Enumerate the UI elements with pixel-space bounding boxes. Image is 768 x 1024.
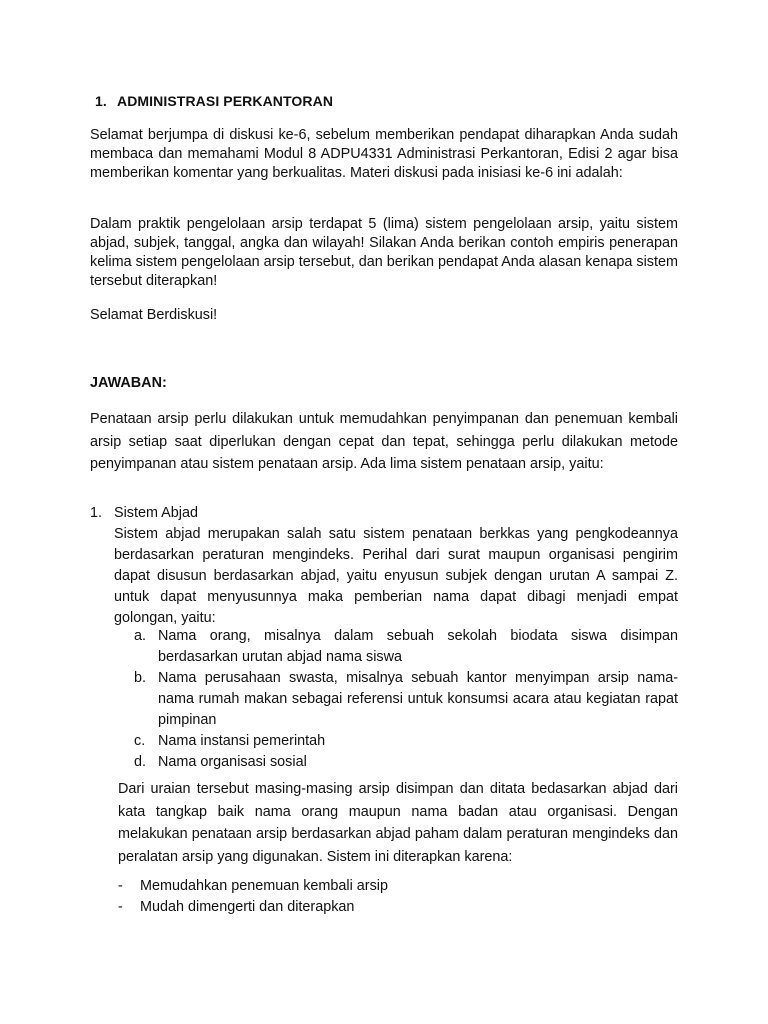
list-marker: c. [134,733,146,749]
list-item-text: Nama instansi pemerintah [158,733,326,749]
system-number: 1. [90,505,103,521]
list-marker: - [118,899,123,915]
list-item [134,668,678,731]
list-item [134,752,678,773]
intro-paragraph: Selamat berjumpa di diskusi ke-6, sebelum memberikan pendapat diharapkan Anda sudah membaca dan memahami Modul 8 ADPU4331 Administrasi Perkantoran, Edisi 2 agar bisa memberikan komentar yang berkualitas. Materi diskusi pada inisiasi ke-6 ini adalah: [90,127,678,181]
list-item [134,731,678,752]
list-item-text: Nama organisasi sosial [158,754,307,770]
list-marker: - [118,878,123,894]
summary-paragraph: Dari uraian tersebut masing-masing arsip disimpan dan ditata bedasarkan abjad dari kata tangkap baik nama orang maupun nama badan atau organisasi. Dengan melakukan penataan arsip berdasarkan abjad paham dalam peraturan mengindeks dan peralatan arsip yang digunakan. Sistem ini diterapkan karena: [118,781,678,865]
list-marker: a. [134,628,147,644]
list-item [134,626,678,668]
system-description: Sistem abjad merupakan salah satu sistem penataan berkkas yang pengkodeannya berdasarkan peraturan mengindeks. Perihal dari surat maupun organisasi pengirim dapat disusun berdasarkan abjad, yaitu enyusun subjek dengan urutan A sampai Z. untuk dapat menyusunnya maka pemberian nama dapat dibagi menjadi empat golongan, yaitu: [114,526,678,626]
section-title: ADMINISTRASI PERKANTORAN [117,93,334,109]
list-marker: d. [134,754,147,770]
name-groups-list [134,626,678,773]
section-heading [95,93,333,109]
list-item [118,876,678,897]
list-item-text: Nama perusahaan swasta, misalnya sebuah kantor menyimpan arsip nama-nama rumah makan sebagai referensi untuk konsumsi acara atau kegiatan rapat pimpinan [158,670,678,728]
section-number: 1. [95,93,107,109]
list-item-text: Mudah dimengerti dan diterapkan [140,899,355,915]
list-marker: b. [134,670,147,686]
answer-label: JAWABAN: [90,375,167,391]
list-item [118,897,678,918]
system-title: Sistem Abjad [114,505,198,521]
answer-paragraph: Penataan arsip perlu dilakukan untuk memudahkan penyimpanan dan penemuan kembali arsip setiap saat diperlukan dengan cepat dan tepat, sehingga perlu dilakukan metode penyimpanan atau sistem penataan arsip. Ada lima sistem penataan arsip, yaitu: [90,411,678,472]
list-item-text: Memudahkan penemuan kembali arsip [140,878,388,894]
list-item-text: Nama orang, misalnya dalam sebuah sekolah biodata siswa disimpan berdasarkan urutan abjad nama siswa [158,628,678,665]
greeting-text: Selamat Berdiskusi! [90,307,218,323]
task-paragraph: Dalam praktik pengelolaan arsip terdapat 5 (lima) sistem pengelolaan arsip, yaitu sistem abjad, subjek, tanggal, angka dan wilayah! Silakan Anda berikan contoh empiris penerapan kelima sistem pengelolaan arsip tersebut, dan berikan pendapat Anda alasan kenapa sistem tersebut diterapkan! [90,216,678,289]
reasons-list [118,876,678,918]
